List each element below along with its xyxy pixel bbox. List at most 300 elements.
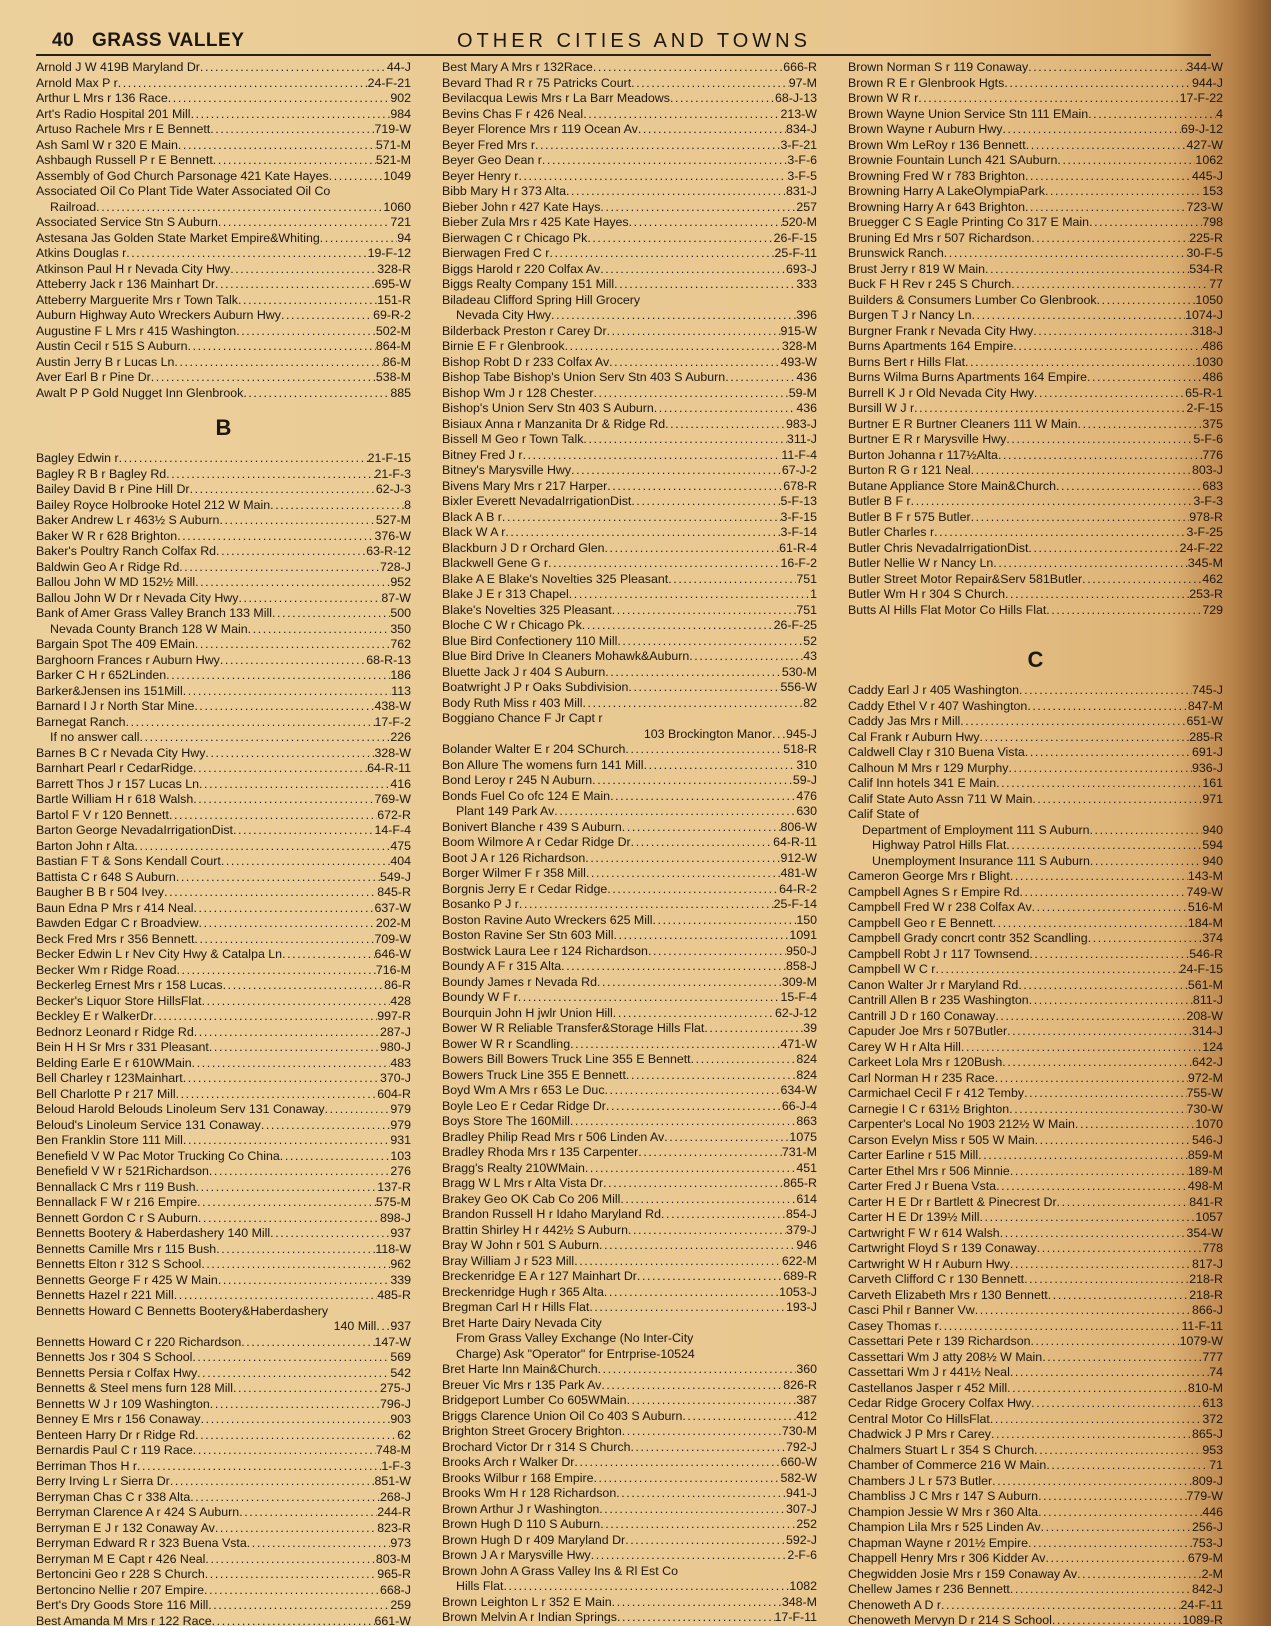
listing-entry	[442, 1099, 817, 1115]
section-letter: C	[1027, 647, 1044, 672]
listing-name: Blue Bird Drive In Cleaners Mohawk&Auburn	[442, 649, 690, 663]
phone-number: 851-W	[374, 1474, 411, 1488]
leader-dots	[689, 649, 803, 665]
leader-dots	[965, 355, 1195, 371]
listing-entry	[442, 882, 817, 898]
listing-name: Bruegger C S Eagle Printing Co 317 E Main	[848, 215, 1090, 229]
leader-dots	[985, 262, 1189, 278]
leader-dots	[174, 355, 382, 371]
phone-number: 307-J	[786, 1501, 817, 1516]
leader-dots	[971, 510, 1190, 526]
phone-number: 143-M	[1187, 869, 1223, 883]
phone-number: 915-W	[780, 323, 817, 338]
phone-number: 983-J	[786, 416, 817, 431]
leader-dots	[188, 339, 376, 355]
listing-entry	[442, 153, 817, 169]
listing-entry	[442, 277, 817, 293]
phone-number: 823-R	[377, 1520, 411, 1535]
listing-entry	[36, 947, 411, 963]
listing-entry	[442, 417, 817, 433]
phone-number: 642-J	[1192, 1055, 1223, 1069]
listing-entry	[36, 777, 411, 793]
leader-dots	[282, 947, 374, 963]
listing-name: Bevard Thad R r 75 Patricks Court	[442, 75, 632, 90]
listing-entry	[848, 417, 1223, 433]
listing-name: Bennallack C Mrs r 119 Bush	[36, 1179, 196, 1194]
listing-name: Bevilacqua Lewis Mrs r La Barr Meadows	[442, 91, 670, 105]
listing-name: Ballou John W Dr r Nevada City Hwy	[36, 590, 239, 605]
phone-number: 64-R-11	[367, 761, 411, 775]
listing-name: Bissell M Geo r Town Talk	[442, 432, 584, 446]
leader-dots	[990, 1412, 1202, 1428]
phone-number: 845-R	[377, 885, 411, 899]
phone-number: 68-J-13	[774, 91, 817, 105]
leader-dots	[96, 200, 383, 216]
listing-entry	[36, 1118, 411, 1134]
listing-entry	[36, 246, 411, 262]
listing-name: Art's Radio Hospital 201 Mill	[36, 106, 191, 121]
listing-entry	[848, 339, 1223, 355]
listing-entry	[848, 355, 1223, 371]
leader-dots	[140, 730, 391, 746]
leader-dots	[1025, 169, 1192, 185]
listing-name: Austin Cecil r 515 S Auburn	[36, 339, 188, 353]
leader-dots	[569, 587, 810, 603]
phone-number: 62	[397, 1427, 411, 1442]
phone-number: 26-F-25	[773, 618, 817, 632]
directory-column-3	[848, 60, 1223, 1626]
leader-dots	[1028, 541, 1179, 557]
listing-name: Brooks Wm H r 128 Richardson	[442, 1486, 617, 1500]
listing-name: Bein H H Sr Mrs r 331 Pleasant	[36, 1040, 209, 1054]
listing-entry	[36, 885, 411, 901]
listing-name: Becker Wm r Ridge Road	[36, 962, 177, 977]
leader-dots	[126, 246, 367, 262]
listing-entry	[36, 1381, 411, 1397]
leader-dots	[216, 1242, 375, 1258]
listing-name: Bagley R B r Bagley Rd	[36, 466, 167, 481]
phone-number: 952	[390, 575, 411, 589]
leader-dots	[1097, 293, 1196, 309]
leader-dots	[164, 885, 377, 901]
leader-dots	[192, 1350, 390, 1366]
phone-number: 213-W	[780, 106, 817, 121]
listing-entry	[36, 575, 411, 591]
phone-number: 1053-J	[779, 1284, 817, 1299]
phone-number: 202-M	[375, 916, 411, 930]
listing-name: Beyer Fred Mrs r	[442, 137, 535, 152]
listing-entry	[848, 122, 1223, 138]
leader-dots	[118, 76, 368, 92]
listing-name: Browning Harry A LakeOlympiaPark	[848, 184, 1045, 198]
leader-dots	[272, 606, 390, 622]
phone-number: 189-M	[1187, 1163, 1223, 1178]
leader-dots	[1011, 277, 1209, 293]
phone-number: 731-M	[781, 1145, 817, 1159]
leader-dots	[194, 699, 374, 715]
leader-dots	[1026, 138, 1187, 154]
listing-entry	[848, 200, 1223, 216]
listing-entry	[442, 1192, 817, 1208]
leader-dots	[617, 634, 803, 650]
leader-dots	[998, 448, 1202, 464]
listing-entry	[442, 1083, 817, 1099]
leader-dots	[638, 122, 786, 138]
leader-dots	[1034, 1443, 1202, 1459]
phone-number: 17-F-22	[1179, 91, 1223, 105]
leader-dots	[612, 603, 797, 619]
listing-entry	[36, 761, 411, 777]
phone-number: 69-J-12	[1180, 122, 1223, 136]
listing-entry	[36, 1505, 411, 1521]
leader-dots	[935, 962, 1179, 978]
phone-number: 350	[390, 621, 411, 636]
listing-entry	[442, 1285, 817, 1301]
leader-dots	[170, 1474, 375, 1490]
listing-name: 103 Brockington Manor	[643, 726, 772, 741]
phone-number: 979	[390, 1117, 411, 1132]
phone-number: 208-W	[1186, 1008, 1223, 1023]
listing-name: Central Motor Co HillsFlat	[848, 1411, 990, 1426]
phone-number: 476	[796, 788, 817, 803]
phone-number: 751	[796, 602, 817, 617]
listing-entry	[36, 606, 411, 622]
listing-name: Bert's Dry Goods Store 116 Mill	[36, 1598, 209, 1612]
phone-number: 2-M	[1201, 1566, 1223, 1581]
leader-dots	[622, 820, 781, 836]
leader-dots	[914, 401, 1186, 417]
leader-dots	[971, 463, 1192, 479]
listing-name: Best Mary A Mrs r 132Race	[442, 60, 593, 74]
phone-number: 863	[796, 1114, 817, 1128]
phone-number: 527-M	[375, 513, 411, 527]
listing-entry	[36, 1474, 411, 1490]
listing-name: Butts Al Hills Flat Motor Co Hills Flat	[848, 602, 1047, 617]
leader-dots	[625, 1533, 786, 1549]
listing-name: Bibb Mary H r 373 Alta	[442, 184, 566, 198]
listing-name: Barrett Thos J r 157 Lucas Ln	[36, 776, 200, 791]
listing-entry	[36, 1288, 411, 1304]
phone-number: 604-R	[377, 1086, 411, 1101]
listing-name: Beck Fred Mrs r 356 Bennett	[36, 931, 195, 946]
listing-entry	[442, 1006, 817, 1022]
listing-name: Brown W R r	[848, 91, 919, 105]
listing-entry	[848, 572, 1223, 588]
phone-number: 762	[390, 637, 411, 651]
leader-dots	[1090, 823, 1203, 839]
leader-dots	[1010, 1582, 1192, 1598]
listing-entry	[36, 1521, 411, 1537]
listing-name: Bond Leroy r 245 N Auburn	[442, 773, 593, 787]
listing-entry	[36, 1133, 411, 1149]
listing-entry	[848, 1179, 1223, 1195]
listing-entry	[442, 1300, 817, 1316]
phone-number: 416	[390, 776, 411, 791]
listing-name: Brunswick Ranch	[848, 246, 944, 260]
listing-entry	[442, 541, 817, 557]
listing-name: Brown Wayne r Auburn Hwy	[848, 122, 1003, 136]
listing-name: Bank of Amer Grass Valley Branch 133 Mill	[36, 606, 272, 620]
listing-name: Berryman Clarence A r 424 S Auburn	[36, 1505, 240, 1519]
phone-number: 428	[390, 993, 411, 1008]
leader-dots	[607, 882, 779, 898]
phone-number: 834-J	[786, 122, 817, 136]
leader-dots	[1052, 1613, 1183, 1626]
listing-entry	[442, 975, 817, 991]
phone-number: 150	[796, 912, 817, 927]
listing-name: Baker Andrew L r 463½ S Auburn	[36, 513, 220, 527]
listing-name: Butler Wm H r 304 S Church	[848, 587, 1005, 601]
phone-number: 485-R	[377, 1288, 411, 1302]
listing-name: Boundy A F r 315 Alta	[442, 959, 562, 973]
leader-dots	[199, 777, 390, 793]
listing-name: Borgnis Jerry E r Cedar Ridge	[442, 881, 608, 896]
listing-entry	[36, 1319, 411, 1335]
listing-name: Burns Wilma Burns Apartments 164 Empire	[848, 370, 1087, 384]
leader-dots	[220, 653, 366, 669]
listing-name: Chambliss J C Mrs r 147 S Auburn	[848, 1489, 1039, 1503]
leader-dots	[549, 246, 774, 262]
leader-dots	[176, 1087, 378, 1103]
leader-dots	[1090, 854, 1202, 870]
leader-dots	[682, 1409, 796, 1425]
listing-name: Caldwell Clay r 310 Buena Vista	[848, 745, 1025, 759]
leader-dots	[548, 556, 780, 572]
leader-dots	[169, 808, 377, 824]
listing-name: Breuer Vic Mrs r 135 Park Av	[442, 1377, 602, 1392]
listing-entry	[442, 742, 817, 758]
listing-entry	[442, 246, 817, 262]
phone-number: 348-M	[781, 1594, 817, 1609]
listing-entry	[442, 1378, 817, 1394]
leader-dots	[1035, 1133, 1192, 1149]
phone-number: 259	[390, 1598, 411, 1612]
listing-name: Campbell Robt J r 117 Townsend	[848, 946, 1030, 961]
listing-name: Arnold Max P r	[36, 75, 118, 90]
phone-number: 69-R-2	[373, 308, 411, 322]
listing-name: Associated Oil Co Plant Tide Water Associated Oil Co	[36, 184, 331, 198]
listing-entry	[36, 482, 411, 498]
listing-entry	[36, 370, 411, 386]
listing-name: Bailey David B r Pine Hill Dr	[36, 482, 190, 496]
listing-name: Chappell Henry Mrs r 306 Kidder Av	[848, 1551, 1046, 1565]
leader-dots	[637, 1269, 783, 1285]
listing-entry	[442, 293, 817, 309]
listing-name: Brown R E r Glenbrook Hgts	[848, 75, 1005, 90]
phone-number: 516-M	[1187, 900, 1223, 914]
phone-number: 5-F-13	[780, 494, 817, 508]
listing-entry	[848, 494, 1223, 510]
listing-entry	[36, 1211, 411, 1227]
listing-name: Cantrill J D r 160 Conaway	[848, 1008, 996, 1023]
listing-entry	[36, 1273, 411, 1289]
phone-number: 678-R	[783, 478, 817, 493]
listing-name: Best Amanda M Mrs r 122 Race	[36, 1613, 212, 1626]
listing-name: Body Ruth Miss r 403 Mill	[442, 695, 583, 710]
listing-name: Bruning Ed Mrs r 507 Richardson	[848, 230, 1032, 245]
leader-dots	[582, 696, 803, 712]
phone-number: 445-J	[1192, 168, 1223, 183]
listing-entry	[36, 308, 411, 324]
leader-dots	[197, 1366, 390, 1382]
phone-number: 19-F-12	[367, 246, 411, 260]
listing-entry	[36, 715, 411, 731]
leader-dots	[996, 1179, 1188, 1195]
leader-dots	[280, 1149, 391, 1165]
listing-entry	[442, 603, 817, 619]
leader-dots	[179, 560, 380, 576]
phone-number: 937	[390, 1319, 411, 1333]
leader-dots	[1024, 1086, 1186, 1102]
listing-name: Brown John A Grass Valley Ins & Rl Est Co	[442, 1563, 678, 1578]
leader-dots	[542, 153, 788, 169]
listing-entry	[848, 231, 1223, 247]
phone-number: 693-J	[786, 261, 817, 276]
phone-number: 412	[796, 1408, 817, 1423]
listing-entry	[442, 107, 817, 123]
listing-name: Brighton Street Grocery Brighton	[442, 1424, 622, 1438]
listing-entry	[848, 1551, 1223, 1567]
phone-number: 26-F-15	[773, 230, 817, 245]
listing-name: Astesana Jas Golden State Market Empire&Whiting	[36, 230, 320, 245]
listing-name: Butane Appliance Store Main&Church	[848, 478, 1057, 493]
listing-name: Cameron George Mrs r Blight	[848, 869, 1010, 883]
listing-name: Bastian F T & Sons Kendall Court	[36, 854, 221, 868]
leader-dots	[247, 1536, 391, 1552]
listing-name: Brown Leighton L r 352 E Main	[442, 1594, 612, 1609]
listing-name: Barnhart Pearl r CedarRidge	[36, 761, 194, 775]
leader-dots	[605, 1083, 781, 1099]
leader-dots	[601, 1378, 783, 1394]
leader-dots	[1045, 184, 1202, 200]
listing-entry	[36, 1304, 411, 1320]
spacer	[848, 618, 1223, 633]
listing-entry	[848, 324, 1223, 340]
phone-number: 931	[390, 1133, 411, 1147]
listing-name: Bluette Jack J r 404 S Auburn	[442, 664, 606, 679]
leader-dots	[1032, 900, 1188, 916]
listing-name: Boatwright J P r Oaks Subdivision	[442, 680, 629, 694]
leader-dots	[600, 1517, 796, 1533]
phone-number: 311-J	[786, 432, 817, 446]
phone-number: 1	[810, 587, 817, 601]
leader-dots	[561, 959, 786, 975]
leader-dots	[238, 591, 381, 607]
listing-name: Bennetts Hazel r 221 Mill	[36, 1288, 174, 1302]
listing-name: Brooks Wilbur r 168 Empire	[442, 1470, 594, 1485]
listing-entry	[442, 1440, 817, 1456]
leader-dots	[201, 1257, 390, 1273]
phone-number: 660-W	[780, 1455, 817, 1469]
listing-name: Bixler Everett NevadaIrrigationDist	[442, 494, 632, 508]
listing-entry	[36, 467, 411, 483]
listing-name: Bitney Fred J r	[442, 447, 523, 462]
leader-dots	[591, 1548, 788, 1564]
listing-entry	[36, 637, 411, 653]
listing-entry	[36, 138, 411, 154]
listing-entry	[36, 1412, 411, 1428]
leader-dots	[1082, 572, 1202, 588]
listing-name: Berryman E J r 132 Conaway Av	[36, 1520, 215, 1535]
listing-entry	[848, 1350, 1223, 1366]
phone-number: 695-W	[374, 277, 411, 291]
listing-entry	[848, 1536, 1223, 1552]
listing-name: Barnes B C r Nevada City Hwy	[36, 745, 206, 760]
phone-number: 634-W	[780, 1083, 817, 1097]
listing-entry	[848, 448, 1223, 464]
leader-dots	[607, 479, 783, 495]
listing-entry	[848, 1164, 1223, 1180]
phone-number: 44-J	[386, 60, 411, 74]
phone-number: 912-W	[780, 850, 817, 865]
listing-entry	[36, 169, 411, 185]
phone-number: 446	[1202, 1504, 1223, 1519]
listing-name: Burton R G r 121 Neal	[848, 463, 971, 477]
listing-name: Bivens Mary Mrs r 217 Harper	[442, 478, 608, 493]
listing-name: Carter H E Dr r Bartlett & Pinecrest Dr	[848, 1194, 1057, 1209]
phone-number: 973	[390, 1536, 411, 1550]
listing-entry	[442, 386, 817, 402]
leader-dots	[241, 1335, 374, 1351]
listing-name: Campbell W C r	[848, 962, 936, 976]
listing-name: Barghoorn Frances r Auburn Hwy	[36, 652, 220, 667]
phone-number: 521-M	[375, 153, 411, 167]
listing-name: Black W A r	[442, 525, 506, 539]
listing-name: Bieber Zula Mrs r 425 Kate Hayes	[442, 215, 629, 229]
leader-dots	[215, 277, 374, 293]
listing-name: Brown Hugh D 110 S Auburn	[442, 1517, 601, 1531]
leader-dots	[600, 200, 796, 216]
phone-number: 86-R	[384, 978, 411, 992]
leader-dots	[209, 1164, 390, 1180]
listing-name: Burton Johanna r 117½Alta	[848, 447, 998, 462]
phone-number: 962	[390, 1257, 411, 1271]
listing-entry	[442, 448, 817, 464]
listing-entry	[848, 1443, 1223, 1459]
leader-dots	[1010, 1164, 1188, 1180]
listing-name: Bartol F V r 120 Bennett	[36, 807, 169, 822]
listing-entry	[442, 200, 817, 216]
listing-name: Bishop Tabe Bishop's Union Serv Stn 403 S Auburn	[442, 370, 726, 384]
phone-number: 30-F-5	[1186, 246, 1223, 260]
phone-number: 730-M	[781, 1424, 817, 1438]
listing-name: Bell Charley r 123Mainhart	[36, 1071, 183, 1085]
listing-entry	[442, 897, 817, 913]
phone-number: 1049	[383, 168, 411, 183]
listing-name: Campbell Fred W r 238 Colfax Av	[848, 900, 1032, 914]
phone-number: 387	[796, 1393, 817, 1407]
listing-entry	[848, 1148, 1223, 1164]
leader-dots	[194, 932, 374, 948]
listing-entry	[848, 293, 1223, 309]
phone-number: 275-J	[380, 1381, 411, 1395]
listing-entry	[442, 1269, 817, 1285]
listing-name: Caddy Earl J r 405 Washington	[848, 683, 1020, 697]
listing-entry	[36, 1459, 411, 1475]
listing-entry	[442, 1517, 817, 1533]
leader-dots	[1088, 931, 1203, 947]
listing-name: Berry Irving L r Sierra Dr	[36, 1474, 170, 1488]
listing-entry	[442, 1564, 817, 1580]
phone-number: 483	[390, 1055, 411, 1070]
phone-number: 257	[796, 199, 817, 214]
leader-dots	[190, 1490, 380, 1506]
listing-name: Bon Allure The womens furn 141 Mill	[442, 757, 644, 772]
phone-number: 71	[1209, 1458, 1223, 1472]
listing-entry	[36, 1226, 411, 1242]
phone-number: 779-W	[1186, 1489, 1223, 1503]
leader-dots	[972, 308, 1186, 324]
